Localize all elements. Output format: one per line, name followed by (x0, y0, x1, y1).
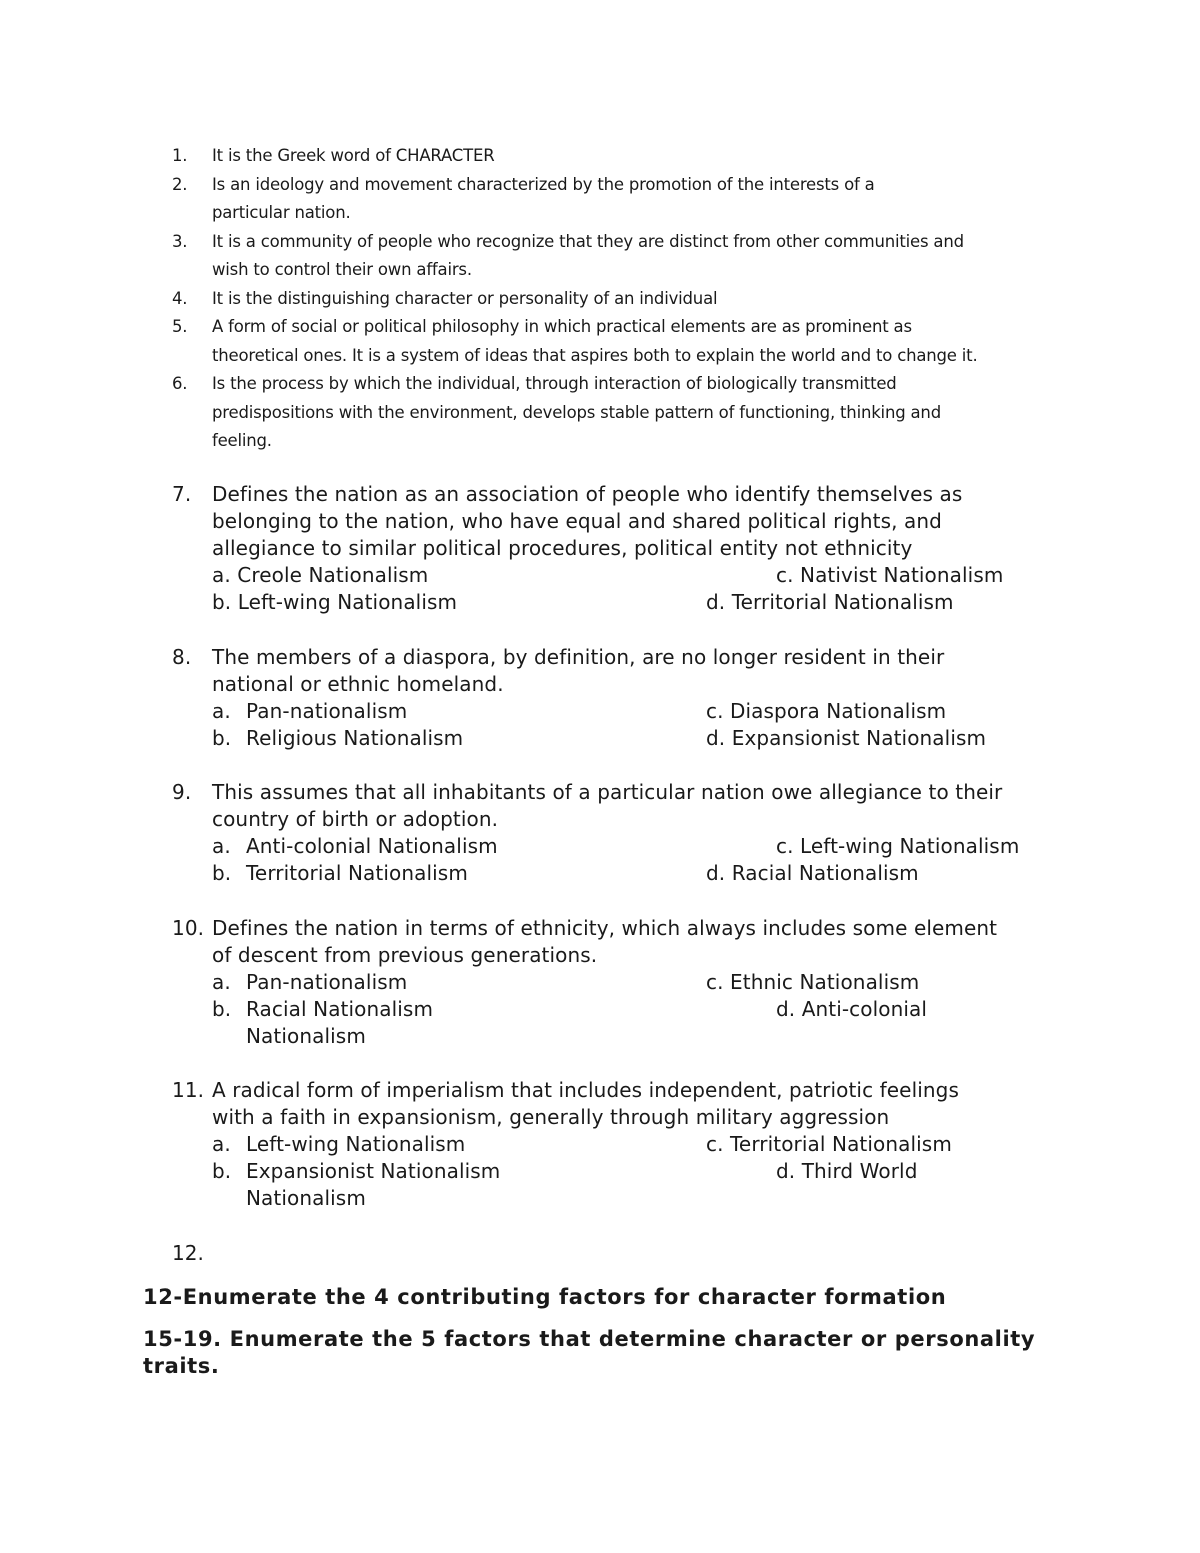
list-item (172, 285, 1052, 314)
option-text: Pan-nationalism (246, 970, 408, 994)
question-text: The members of a diaspora, by definition, are no longer resident in their (212, 645, 945, 669)
option-letter: a. (212, 970, 231, 994)
list-item (172, 228, 1052, 285)
question-number: 10. (172, 916, 205, 940)
option-letter: a. (212, 1132, 231, 1156)
item-text: feeling. (212, 431, 272, 450)
item-number: 1. (172, 146, 188, 165)
option-a[interactable] (212, 1131, 465, 1158)
question-number: 11. (172, 1078, 205, 1102)
option-c[interactable]: c. Nativist Nationalism (776, 563, 1004, 587)
item-text: predispositions with the environment, develops stable pattern of functioning, thinking and (212, 402, 941, 422)
option-d[interactable]: d. Anti-colonial (776, 997, 928, 1021)
option-wrap-text: Nationalism (246, 1186, 366, 1210)
item-number: 6. (172, 374, 188, 393)
item-text: A form of social or political philosophy in which practical elements are as prominent as (212, 317, 912, 336)
question-9 (172, 779, 1072, 887)
question-number: 9. (172, 780, 192, 804)
question-7 (172, 481, 1072, 616)
item-number: 5. (172, 317, 188, 336)
answer-options (212, 1131, 1072, 1185)
question-text: A radical form of imperialism that includes independent, patriotic feelings (212, 1078, 959, 1102)
heading-line: 15-19. Enumerate the 5 factors that determine character or personality (143, 1327, 1036, 1351)
option-text: Pan-nationalism (246, 699, 408, 723)
item-number: 2. (172, 174, 188, 194)
option-text: Territorial Nationalism (246, 861, 468, 885)
option-d[interactable]: d. Territorial Nationalism (706, 590, 954, 614)
option-c[interactable]: c. Diaspora Nationalism (706, 699, 947, 723)
question-text: country of birth or adoption. (212, 807, 499, 831)
item-text: It is a community of people who recognize that they are distinct from other communities and (212, 231, 964, 251)
option-b[interactable]: b. Left-wing Nationalism (212, 590, 458, 614)
option-text: Anti-colonial Nationalism (246, 834, 498, 858)
question-text: allegiance to similar political procedures, political entity not ethnicity (212, 536, 913, 560)
item-text: wish to control their own affairs. (212, 260, 472, 279)
option-wrap-text: Nationalism (246, 1024, 366, 1048)
list-item (172, 370, 1052, 456)
option-letter: a. (212, 699, 231, 723)
option-b[interactable] (212, 860, 468, 887)
option-text: Religious Nationalism (246, 726, 464, 750)
question-stem (172, 779, 1072, 833)
blank-item-12: 12. (172, 1241, 204, 1265)
item-number: 3. (172, 231, 188, 251)
question-8 (172, 644, 1072, 752)
section-heading-character-formation: 12-Enumerate the 4 contributing factors for character formation (143, 1285, 947, 1309)
question-text: national or ethnic homeland. (212, 672, 504, 696)
option-b[interactable] (212, 1158, 500, 1185)
option-d[interactable]: d. Third World (776, 1159, 918, 1183)
answer-options (212, 969, 1072, 1023)
option-b[interactable] (212, 996, 433, 1023)
answer-options (212, 562, 1072, 616)
question-text: Defines the nation as an association of people who identify themselves as (212, 482, 963, 506)
question-text: belonging to the nation, who have equal and shared political rights, and (212, 509, 942, 533)
item-text: Is the process by which the individual, through interaction of biologically transmitted (212, 374, 897, 393)
question-stem (172, 1077, 1072, 1131)
item-text: Is an ideology and movement characterized by the promotion of the interests of a (212, 174, 875, 194)
option-a[interactable] (212, 969, 407, 996)
heading-line: traits. (143, 1354, 220, 1378)
option-text: Expansionist Nationalism (246, 1159, 501, 1183)
list-item (172, 313, 1052, 370)
question-10 (172, 915, 1072, 1050)
question-number: 7. (172, 482, 192, 506)
option-letter: b. (212, 1159, 232, 1183)
item-text: theoretical ones. It is a system of ideas that aspires both to explain the world and to change it. (212, 345, 978, 365)
question-text: of descent from previous generations. (212, 943, 598, 967)
list-item (172, 171, 1052, 228)
item-number: 4. (172, 288, 188, 308)
question-number: 8. (172, 645, 192, 669)
option-d[interactable]: d. Racial Nationalism (706, 861, 919, 885)
option-c[interactable]: c. Territorial Nationalism (706, 1132, 952, 1156)
list-item (172, 142, 1052, 171)
option-b[interactable] (212, 725, 463, 752)
section-heading-personality-traits (143, 1326, 1043, 1380)
question-stem (172, 481, 1072, 562)
question-stem (172, 915, 1072, 969)
option-text: Racial Nationalism (246, 997, 434, 1021)
option-c[interactable]: c. Ethnic Nationalism (706, 970, 920, 994)
question-text: This assumes that all inhabitants of a particular nation owe allegiance to their (212, 780, 1003, 804)
item-text: particular nation. (212, 203, 351, 222)
option-a[interactable] (212, 698, 407, 725)
option-letter: b. (212, 726, 232, 750)
question-text: Defines the nation in terms of ethnicity, which always includes some element (212, 916, 998, 940)
question-stem (172, 644, 1072, 698)
item-text: It is the distinguishing character or personality of an individual (212, 288, 718, 308)
question-text: with a faith in expansionism, generally through military aggression (212, 1105, 890, 1129)
option-a[interactable] (212, 833, 498, 860)
option-letter: b. (212, 861, 232, 885)
question-11 (172, 1077, 1072, 1212)
option-d[interactable]: d. Expansionist Nationalism (706, 726, 987, 750)
answer-options (212, 698, 1072, 752)
option-letter: a. (212, 834, 231, 858)
definition-list (172, 142, 1052, 456)
answer-options (212, 833, 1072, 887)
option-letter: b. (212, 997, 232, 1021)
option-c[interactable]: c. Left-wing Nationalism (776, 834, 1020, 858)
option-text: Left-wing Nationalism (246, 1132, 466, 1156)
option-a[interactable]: a. Creole Nationalism (212, 563, 429, 587)
item-text: It is the Greek word of CHARACTER (212, 146, 495, 165)
